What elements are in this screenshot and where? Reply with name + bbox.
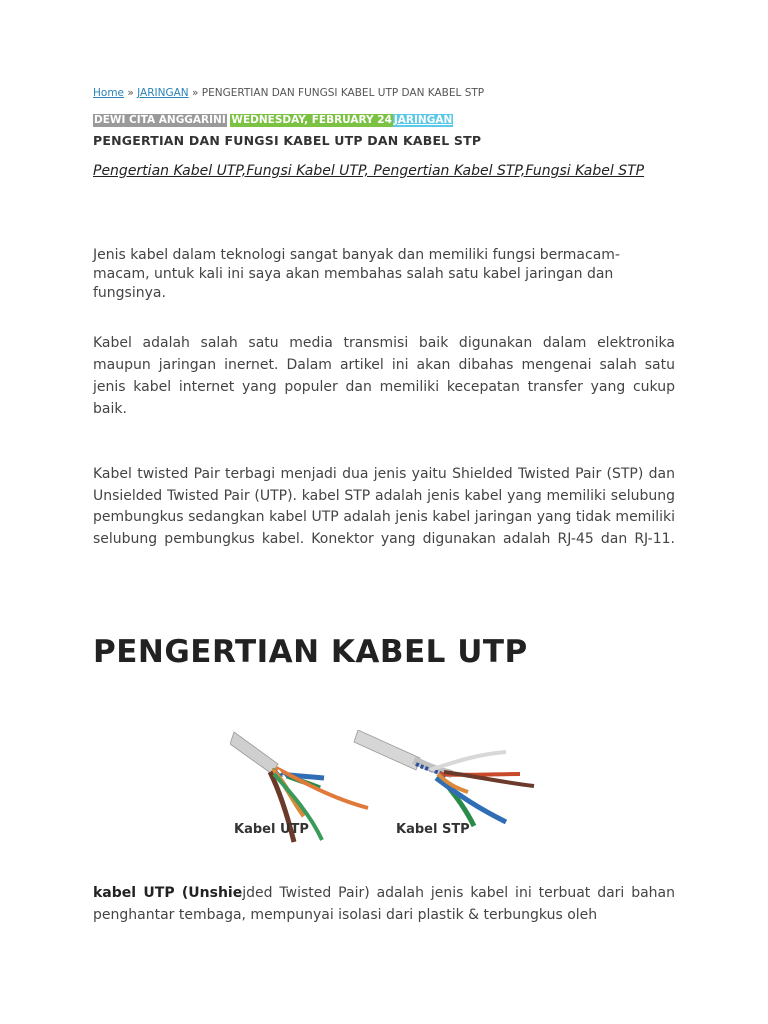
paragraph-utp-text: jded Twisted Pair) adalah jenis kabel ini terbuat dari bahan penghantar tembaga, mempunyai isolasi dari plastik & terbungkus oleh [93,885,676,923]
breadcrumb [93,87,484,99]
cable-image [230,730,542,860]
date-badge: WEDNESDAY, FEBRUARY 24 [231,114,392,126]
category-badge[interactable]: JARINGAN [393,114,453,126]
utp-label: Kabel UTP [234,822,309,837]
post-meta [93,114,453,127]
breadcrumb-home-link[interactable]: Home [93,87,125,99]
post-title: PENGERTIAN DAN FUNGSI KABEL UTP DAN KABEL STP [93,133,482,148]
paragraph-utp-definition [93,882,675,926]
post-subtitle: Pengertian Kabel UTP,Fungsi Kabel UTP, Pengertian Kabel STP,Fungsi Kabel STP [93,163,645,179]
paragraph-kabel: Kabel adalah salah satu media transmisi baik digunakan dalam elektronika maupun jaringan inernet. Dalam artikel ini akan dibahas mengenai salah satu jenis kabel internet yang populer dan memiliki kecepatan transfer yang cukup baik. [93,335,675,417]
breadcrumb-separator: » [124,87,138,99]
breadcrumb-current: PENGERTIAN DAN FUNGSI KABEL UTP DAN KABEL STP [201,87,485,99]
paragraph-intro: Jenis kabel dalam teknologi sangat banyak dan memiliki fungsi bermacam-macam, untuk kali ini saya akan membahas salah satu kabel jaringan dan fungsinya. [93,247,620,301]
paragraph-twisted-pair: Kabel twisted Pair terbagi menjadi dua jenis yaitu Shielded Twisted Pair (STP) dan Unsielded Twisted Pair (UTP). kabel STP adalah jenis kabel yang memiliki selubung pembungkus sedangkan kabel UTP adalah jenis kabel jaringan yang tidak memiliki selubung pembungkus kabel. Konektor yang digunakan adalah RJ-45 dan RJ-11. [93,466,675,547]
breadcrumb-separator: » [188,87,202,99]
author-badge[interactable]: DEWI CITA ANGGARINI [94,114,226,126]
utp-cable-illustration [230,732,368,842]
breadcrumb-category-link[interactable]: JARINGAN [137,87,189,99]
stp-label: Kabel STP [396,822,470,837]
stp-cable-illustration [354,730,534,837]
section-heading: PENGERTIAN KABEL UTP [93,634,528,670]
paragraph-utp-bold: kabel UTP (Unshie [93,885,243,901]
